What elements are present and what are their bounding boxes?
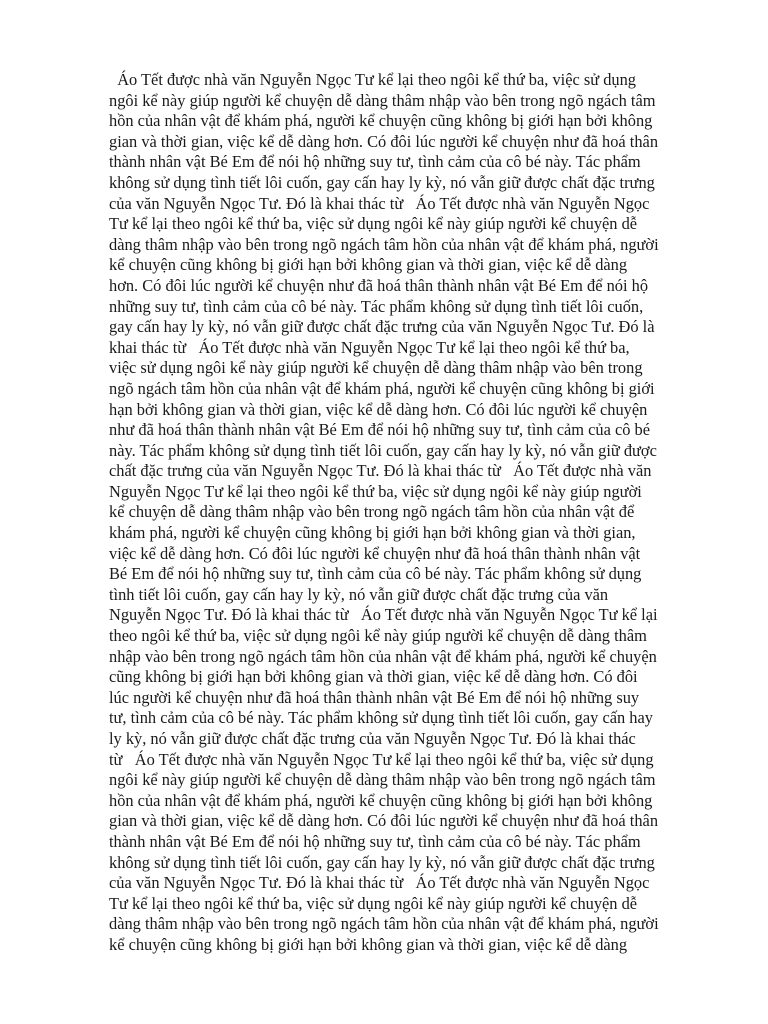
body-paragraph: Áo Tết được nhà văn Nguyễn Ngọc Tư kể lại theo ngôi kể thứ ba, việc sử dụng ngôi kể này giúp người kể chuyện dễ dàng thâm nhập vào bên trong ngõ ngách tâm hồn của nhân vật để khám phá, người kể chuyện cũng không bị giới hạn bởi không gian và thời gian, việc kể dễ dàng hơn. Có đôi lúc người kể chuyện như đã hoá thân thành nhân vật Bé Em để nói hộ những suy tư, tình cảm của cô bé này. Tác phẩm không sử dụng tình tiết lôi cuốn, gay cấn hay ly kỳ, nó vẫn giữ được chất đặc trưng của văn Nguyễn Ngọc Tư. Đó là khai thác từ Áo Tết được nhà văn Nguyễn Ngọc Tư kể lại theo ngôi kể thứ ba, việc sử dụng ngôi kể này giúp người kể chuyện dễ dàng thâm nhập vào bên trong ngõ ngách tâm hồn của nhân vật để khám phá, người kể chuyện cũng không bị giới hạn bởi không gian và thời gian, việc kể dễ dàng hơn. Có đôi lúc người kể chuyện như đã hoá thân thành nhân vật Bé Em để nói hộ những suy tư, tình cảm của cô bé này. Tác phẩm không sử dụng tình tiết lôi cuốn, gay cấn hay ly kỳ, nó vẫn giữ được chất đặc trưng của văn Nguyễn Ngọc Tư. Đó là khai thác từ Áo Tết được nhà văn Nguyễn Ngọc Tư kể lại theo ngôi kể thứ ba, việc sử dụng ngôi kể này giúp người kể chuyện dễ dàng thâm nhập vào bên trong ngõ ngách tâm hồn của nhân vật để khám phá, người kể chuyện cũng không bị giới hạn bởi không gian và thời gian, việc kể dễ dàng hơn. Có đôi lúc người kể chuyện như đã hoá thân thành nhân vật Bé Em để nói hộ những suy tư, tình cảm của cô bé này. Tác phẩm không sử dụng tình tiết lôi cuốn, gay cấn hay ly kỳ, nó vẫn giữ được chất đặc trưng của văn Nguyễn Ngọc Tư. Đó là khai thác từ Áo Tết được nhà văn Nguyễn Ngọc Tư kể lại theo ngôi kể thứ ba, việc sử dụng ngôi kể này giúp người kể chuyện dễ dàng thâm nhập vào bên trong ngõ ngách tâm hồn của nhân vật để khám phá, người kể chuyện cũng không bị giới hạn bởi không gian và thời gian, việc kể dễ dàng hơn. Có đôi lúc người kể chuyện như đã hoá thân thành nhân vật Bé Em để nói hộ những suy tư, tình cảm của cô bé này. Tác phẩm không sử dụng tình tiết lôi cuốn, gay cấn hay ly kỳ, nó vẫn giữ được chất đặc trưng của văn Nguyễn Ngọc Tư. Đó là khai thác từ Áo Tết được nhà văn Nguyễn Ngọc Tư kể lại theo ngôi kể thứ ba, việc sử dụng ngôi kể này giúp người kể chuyện dễ dàng thâm nhập vào bên trong ngõ ngách tâm hồn của nhân vật để khám phá, người kể chuyện cũng không bị giới hạn bởi không gian và thời gian, việc kể dễ dàng hơn. Có đôi lúc người kể chuyện như đã hoá thân thành nhân vật Bé Em để nói hộ những suy tư, tình cảm của cô bé này. Tác phẩm không sử dụng tình tiết lôi cuốn, gay cấn hay ly kỳ, nó vẫn giữ được chất đặc trưng của văn Nguyễn Ngọc Tư. Đó là khai thác từ Áo Tết được nhà văn Nguyễn Ngọc Tư kể lại theo ngôi kể thứ ba, việc sử dụng ngôi kể này giúp người kể chuyện dễ dàng thâm nhập vào bên trong ngõ ngách tâm hồn của nhân vật để khám phá, người kể chuyện cũng không bị giới hạn bởi không gian và thời gian, việc kể dễ dàng hơn. Có đôi lúc người kể chuyện như đã hoá thân thành nhân vật Bé Em để nói hộ những suy tư, tình cảm của cô bé này. Tác phẩm không sử dụng tình tiết lôi cuốn, gay cấn hay ly kỳ, nó vẫn giữ được chất đặc trưng của văn Nguyễn Ngọc Tư. Đó là khai thác từ Áo Tết được nhà văn Nguyễn Ngọc Tư kể lại theo ngôi kể thứ ba, việc sử dụng ngôi kể này giúp người kể chuyện dễ dàng thâm nhập vào bên trong ngõ ngách tâm hồn của nhân vật để khám phá, người kể chuyện cũng không bị giới hạn bởi không gian và thời gian, việc kể dễ dàng: [109, 70, 659, 954]
